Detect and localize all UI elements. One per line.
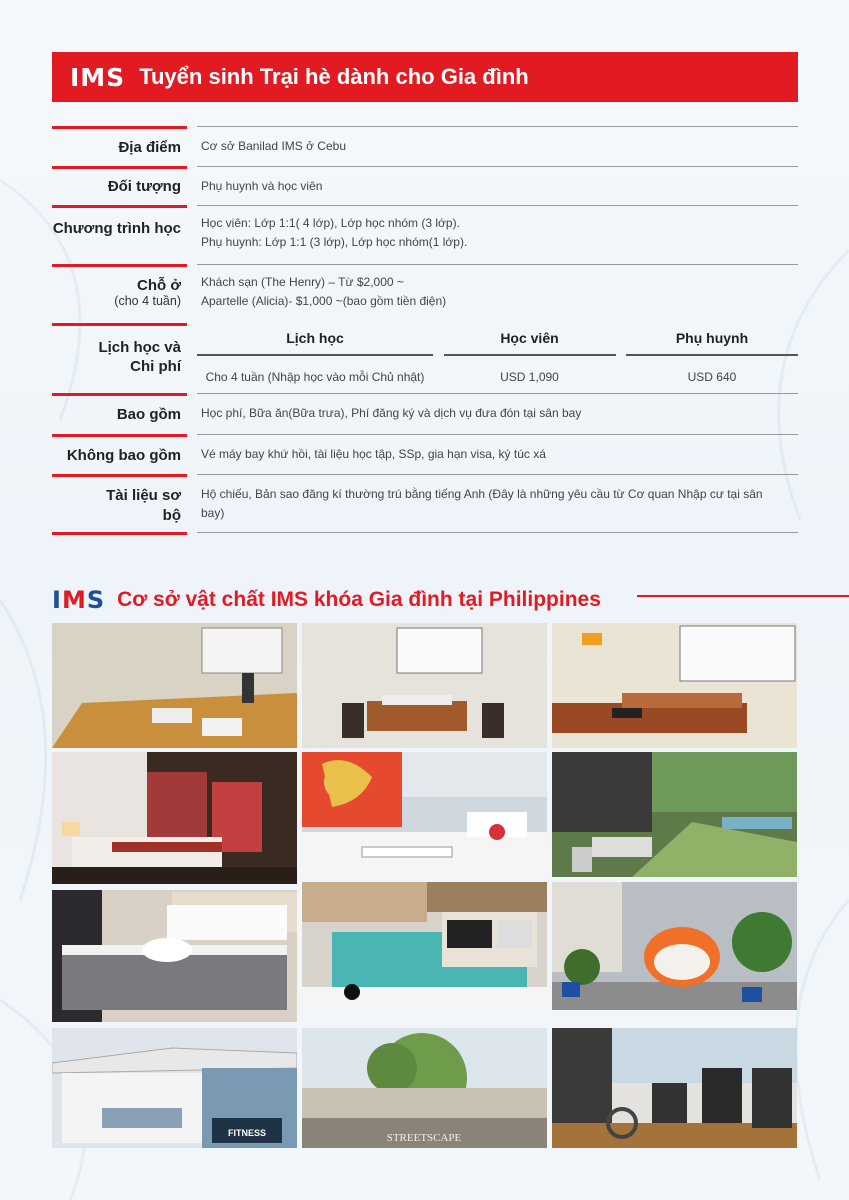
row-program [52, 205, 798, 264]
fitness-sign: FITNESS [227, 1128, 267, 1138]
program-parents: Phụ huynh: Lớp 1:1 (3 lớp), Lớp học nhóm(1 lớp). [201, 235, 468, 249]
program-students: Học viên: Lớp 1:1( 4 lớp), Lớp học nhóm (3 lớp). [201, 216, 460, 230]
facilities-title: Cơ sở vật chất IMS khóa Gia đình tại Philippines [117, 588, 601, 611]
photo-garden-patio [552, 752, 797, 877]
row-location [52, 126, 798, 166]
value-included: Học phí, Bữa ăn(Bữa trưa), Phí đăng ký và dịch vụ đưa đón tại sân bay [197, 393, 798, 434]
program-info-table [52, 126, 798, 534]
photo-fitness-building [52, 1028, 297, 1148]
col-schedule: Lịch học [197, 325, 433, 356]
photo-group-classroom [552, 623, 797, 748]
label-accommodation [52, 264, 187, 323]
price-students: USD 1,090 [500, 370, 559, 384]
schedule-label-2: Chi phí [130, 358, 181, 375]
row-schedule [52, 323, 798, 393]
schedule-label-1: Lịch học và [98, 339, 181, 356]
photo-gym [552, 1028, 797, 1148]
accommodation-hotel: Khách sạn (The Henry) – Từ $2,000 ~ [201, 275, 404, 289]
schedule-table [197, 323, 798, 393]
price-parents: USD 640 [687, 370, 737, 384]
value-documents: Hộ chiếu, Bản sao đăng kí thường trú bằng tiếng Anh (Đây là những yêu cầu từ Cơ quan Nhập cư tại sân bay) [197, 474, 798, 534]
accommodation-duration: (cho 4 tuần) [114, 294, 181, 308]
streetscape-sign: STREETSCAPE [386, 1132, 462, 1144]
photo-kitchen [302, 882, 547, 1010]
label-location: Địa điểm [52, 126, 187, 166]
value-accommodation [197, 264, 798, 323]
label-program: Chương trình học [52, 205, 187, 264]
label-schedule [52, 323, 187, 393]
col-parents: Phụ huynh [626, 325, 798, 356]
schedule-duration: Cho 4 tuần (Nhập học vào mỗi Chủ nhật) [205, 370, 425, 384]
value-program [197, 205, 798, 264]
header-banner [52, 52, 798, 102]
label-target: Đối tượng [52, 166, 187, 205]
photo-cafeteria [302, 752, 547, 877]
label-documents [52, 474, 187, 534]
documents-label-1: Tài liệu sơ [106, 487, 181, 504]
value-target: Phụ huynh và học viên [197, 166, 798, 205]
photo-small-classroom [302, 623, 547, 748]
photo-hotel-room [52, 752, 297, 884]
row-included [52, 393, 798, 434]
photo-classroom-table [52, 623, 297, 748]
facilities-header [52, 583, 798, 617]
photo-lounge-chair [552, 882, 797, 1010]
label-excluded: Không bao gồm [52, 434, 187, 474]
row-target [52, 166, 798, 205]
label-included: Bao gồm [52, 393, 187, 434]
documents-label-2: bộ [162, 507, 181, 524]
col-students: Học viên [444, 325, 616, 356]
schedule-header [197, 323, 798, 356]
photo-streetscape [302, 1028, 547, 1148]
schedule-values [197, 368, 798, 387]
value-excluded: Vé máy bay khứ hồi, tài liệu học tập, SSp, gia hạn visa, ký túc xá [197, 434, 798, 474]
row-documents [52, 474, 798, 534]
accommodation-label: Chỗ ở [137, 277, 181, 294]
ims-logo: IMS [70, 62, 126, 92]
ims-logo-color: IMS [52, 586, 106, 614]
row-excluded [52, 434, 798, 474]
banner-title: Tuyển sinh Trại hè dành cho Gia đình [139, 64, 529, 89]
facilities-rule [637, 595, 849, 597]
accommodation-apartelle: Apartelle (Alicia)- $1,000 ~(bao gồm tiền điện) [201, 294, 447, 308]
value-location: Cơ sở Banilad IMS ở Cebu [197, 126, 798, 166]
table-bottom-rule [52, 532, 798, 535]
photo-bedroom [52, 890, 297, 1022]
row-accommodation [52, 264, 798, 323]
